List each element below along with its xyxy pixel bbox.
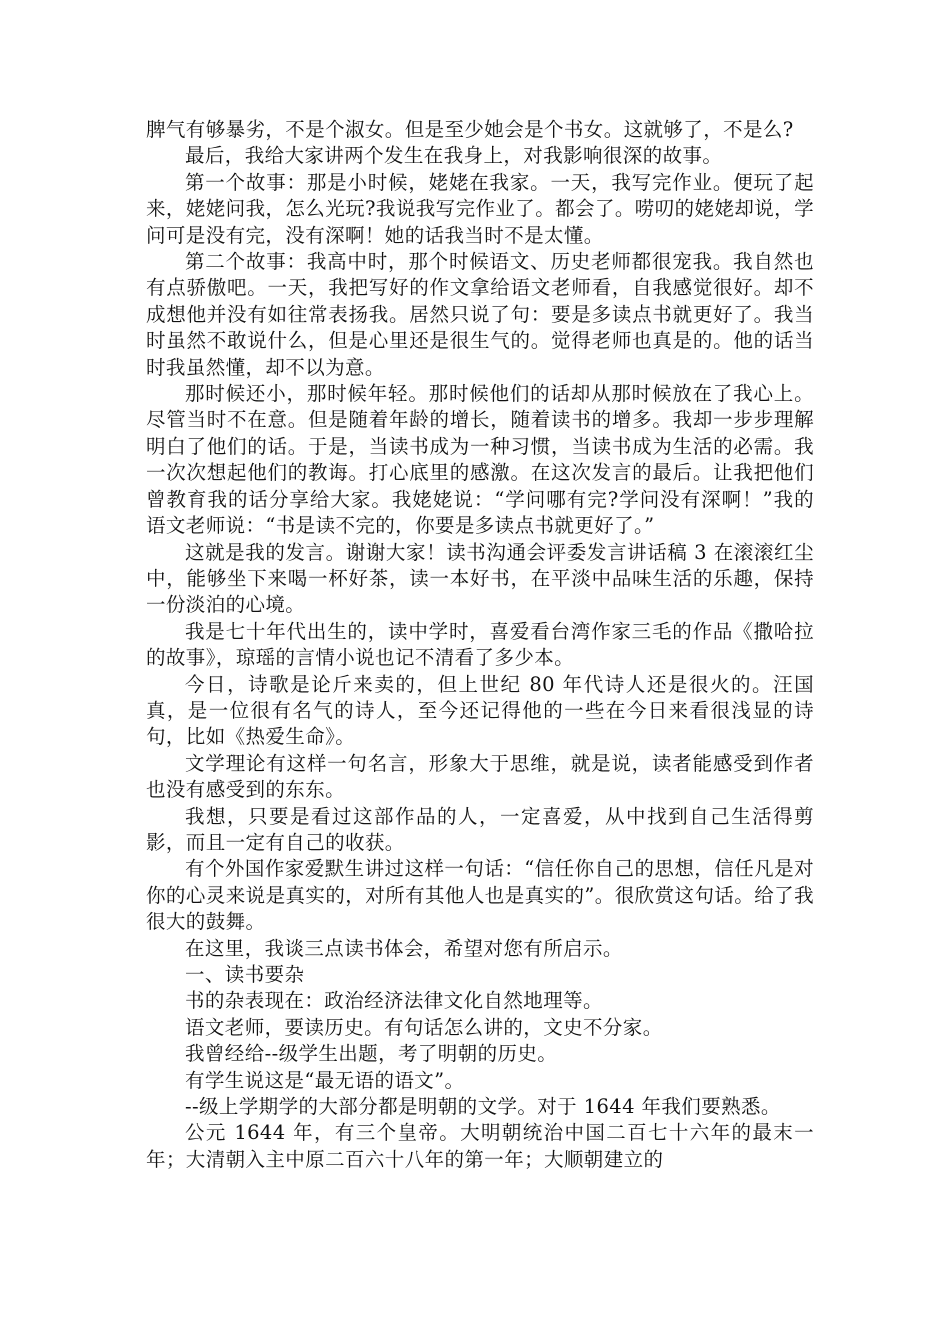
paragraph-9: 文学理论有这样一句名言，形象大于思维，就是说，读者能感受到作者也没有感受到的东东。 [146,751,814,802]
paragraph-16: 我曾经给--级学生出题，考了明朝的历史。 [185,1042,558,1066]
paragraph-11: 有个外国作家爱默生讲过这样一句话：“信任你自己的思想，信任凡是对你的心灵来说是真实的，对所有其他人也是真实的”。很欣赏这句话。给了我很大的鼓舞。 [146,857,814,934]
paragraph-17: 有学生说这是“最无语的语文”。 [185,1068,465,1092]
paragraph-12: 在这里，我谈三点读书体会，希望对您有所启示。 [185,936,623,960]
paragraph-10: 我想，只要是看过这部作品的人，一定喜爱，从中找到自己生活得剪影，而且一定有自己的收获。 [146,804,814,854]
paragraph-6: 这就是我的发言。谢谢大家！读书沟通会评委发言讲话稿 3 在滚滚红尘中，能够坐下来喝一杯好茶，读一本好书，在平淡中品味生活的乐趣，保持一份淡泊的心境。 [146,540,814,617]
paragraph-8: 今日，诗歌是论斤来卖的，但上世纪 80 年代诗人还是很火的。汪国真，是一位很有名气的诗人，至今还记得他的一些在今日来看很浅显的诗句，比如《热爱生命》。 [146,672,814,749]
paragraph-7: 我是七十年代出生的，读中学时，喜爱看台湾作家三毛的作品《撒哈拉的故事》，琼瑶的言情小说也记不清看了多少本。 [146,619,814,670]
paragraph-19: 公元 1644 年，有三个皇帝。大明朝统治中国二百七十六年的最末一年；大清朝入主中原二百六十八年的第一年；大顺朝建立的 [146,1121,814,1171]
paragraph-5: 那时候还小，那时候年轻。那时候他们的话却从那时候放在了我心上。尽管当时不在意。但是随着年龄的增长，随着读书的增多。我却一步步理解明白了他们的话。于是，当读书成为一种习惯，当读书成为生活的必需。我一次次想起他们的教诲。打心底里的感激。在这次发言的最后。让我把他们曾教育我的话分享给大家。我姥姥说：“学问哪有完?学问没有深啊！”我的语文老师说：“书是读不完的，你要是多读点书就更好了。” [146,382,814,538]
paragraph-15: 语文老师，要读历史。有句话怎么讲的，文史不分家。 [185,1015,663,1039]
paragraph-18: --级上学期学的大部分都是明朝的文学。对于 1644 年我们要熟悉。 [185,1095,781,1119]
paragraph-2: 最后，我给大家讲两个发生在我身上，对我影响很深的故事。 [185,144,723,168]
section-heading: 一、读书要杂 [185,963,305,986]
paragraph-1: 脾气有够暴劣，不是个淑女。但是至少她会是个书女。这就够了，不是么? [146,118,794,141]
document-page [146,117,814,1173]
paragraph-3: 第一个故事：那是小时候，姥姥在我家。一天，我写完作业。便玩了起来，姥姥问我，怎么光玩?我说我写完作业了。都会了。唠叨的姥姥却说，学问可是没有完，没有深啊！她的话我当时不是太懂。 [146,170,814,247]
paragraph-14: 书的杂表现在：政治经济法律文化自然地理等。 [185,989,603,1013]
paragraph-4: 第二个故事：我高中时，那个时候语文、历史老师都很宠我。我自然也有点骄傲吧。一天，我把写好的作文拿给语文老师看，自我感觉很好。却不成想他并没有如往常表扬我。居然只说了句：要是多读点书就更好了。我当时虽然不敢说什么，但是心里还是很生气的。觉得老师也真是的。他的话当时我虽然懂，却不以为意。 [146,250,814,379]
